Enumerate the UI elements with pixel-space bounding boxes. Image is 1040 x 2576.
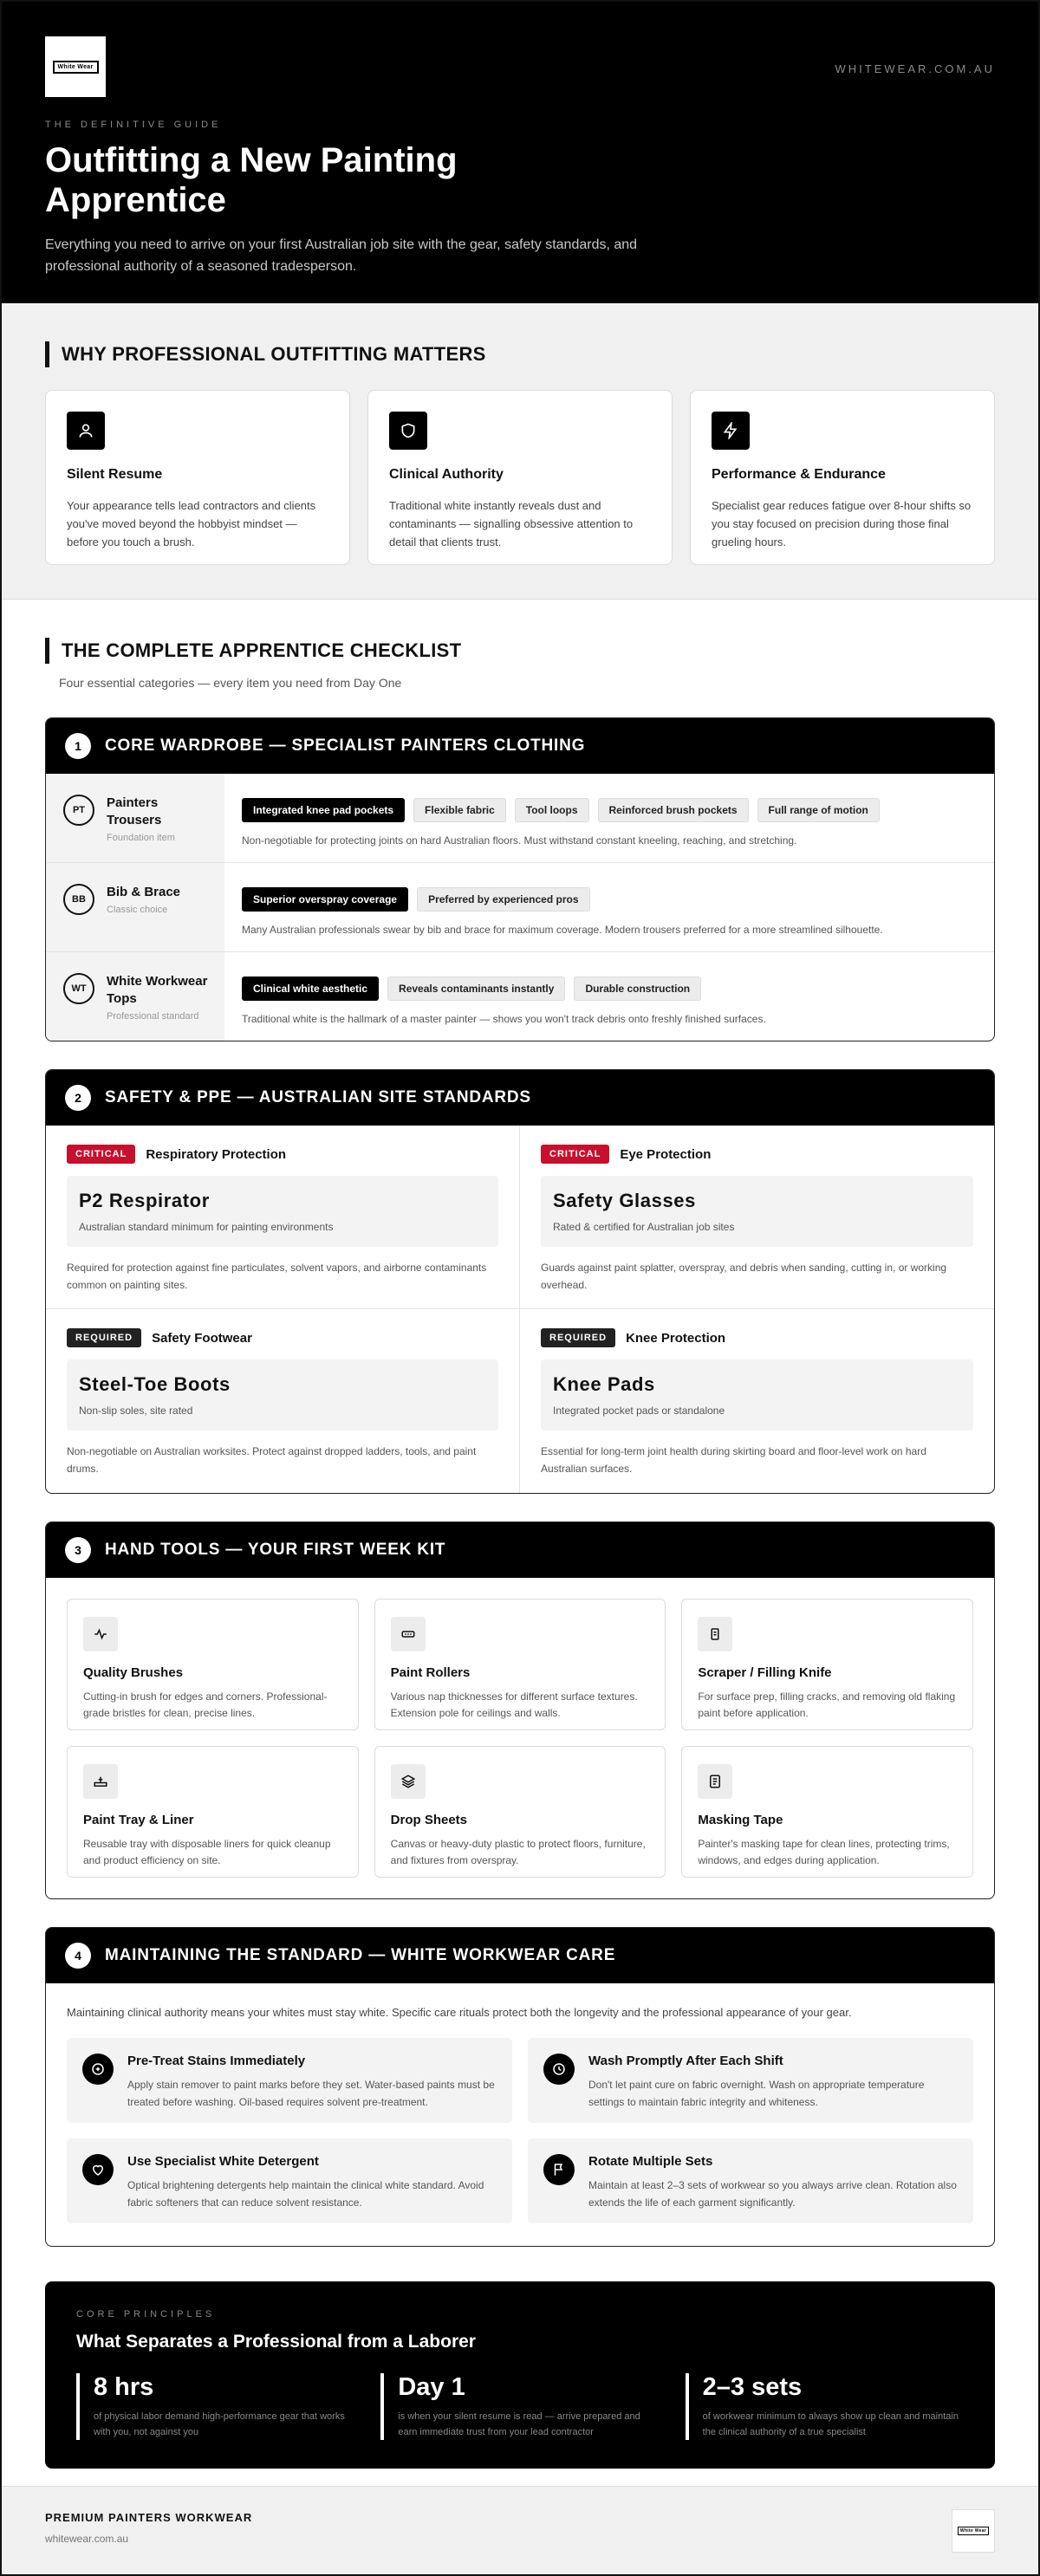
why-card-text: Your appearance tells lead contractors and clients you've moved beyond the hobbyist mindset — before you touch a brush.	[67, 499, 316, 548]
tool-card-rollers	[374, 1599, 666, 1730]
footer-logo-wordmark: White Wear	[958, 2527, 989, 2535]
tool-name: Quality Brushes	[83, 1665, 184, 1680]
item-name: White Workwear Tops	[107, 974, 208, 1006]
feature-chip: Full range of motion	[757, 798, 880, 822]
wardrobe-item-label	[46, 863, 224, 951]
safety-note: Required for protection against fine particulates, solvent vapors, and airborne contaminants common on painting sites.	[67, 1262, 487, 1291]
footer-logo[interactable]	[952, 2509, 995, 2553]
item-badge: PT	[63, 795, 94, 826]
wardrobe-row-tops	[46, 952, 994, 1041]
why-card-text: Traditional white instantly reveals dust and contaminants — signalling obsessive attention to detail that clients trust.	[389, 499, 634, 548]
item-note: Traditional white is the hallmark of a master painter — shows you won't track debris onto freshly finished surfaces.	[242, 1013, 766, 1025]
page-title: Outfitting a New Painting Apprentice	[45, 141, 458, 219]
stat-value: 2–3 sets	[702, 2373, 803, 2401]
hero-subtitle: Everything you need to arrive on your first Australian job site with the gear, safety standards, and professional authority of a seasoned tradesperson.	[45, 237, 638, 274]
stat-text: of physical labor demand high-performance gear that works with you, not against you	[94, 2411, 345, 2437]
footer-url[interactable]: whitewear.com.au	[45, 2533, 129, 2545]
checklist-title: THE COMPLETE APPRENTICE CHECKLIST	[45, 638, 995, 664]
wardrobe-item-details	[224, 863, 994, 951]
safety-note: Non-negotiable on Australian worksites. Protect against dropped ladders, tools, and paint drums.	[67, 1445, 477, 1475]
item-level: Classic choice	[107, 905, 168, 915]
safety-product-name: P2 Respirator	[79, 1190, 210, 1211]
care-intro: Maintaining clinical authority means your whites must stay white. Specific care rituals protect both the longevity and the professional appearance of your gear.	[67, 2006, 852, 2019]
care-card-pretreat	[67, 2038, 512, 2123]
roller-icon	[391, 1617, 426, 1651]
flag-icon	[543, 2154, 575, 2185]
item-name-block	[107, 795, 211, 843]
stat-text: of workwear minimum to always show up clean and maintain the clinical authority of a true specialist	[702, 2411, 959, 2437]
footer-brand: PREMIUM PAINTERS WORKWEAR	[45, 2511, 253, 2524]
wardrobe-row-trousers	[46, 774, 994, 863]
why-card-title: Clinical Authority	[389, 467, 504, 482]
stat-text: is when your silent resume is read — arrive prepared and earn immediate trust from your lead contractor	[398, 2411, 640, 2437]
tool-card-drop-sheets	[374, 1746, 666, 1878]
item-badge: WT	[63, 973, 94, 1004]
safety-product-spec: Australian standard minimum for painting environments	[79, 1221, 334, 1233]
category-header	[46, 1928, 994, 1983]
hero-header	[2, 2, 1038, 303]
why-card-performance	[690, 390, 995, 565]
care-card-wash	[528, 2038, 973, 2123]
stat-value: 8 hrs	[94, 2373, 154, 2401]
category-wardrobe	[45, 717, 995, 1041]
heart-icon	[82, 2154, 114, 2185]
tool-card-masking-tape	[681, 1746, 973, 1878]
brush-stroke-icon	[83, 1617, 118, 1651]
wardrobe-item-label	[46, 952, 224, 1041]
stat-day-one	[380, 2373, 659, 2440]
brand-logo[interactable]	[45, 36, 106, 97]
feature-chip: Tool loops	[515, 798, 589, 822]
stat-hours	[76, 2373, 354, 2440]
safety-item-head	[67, 1328, 498, 1347]
item-name: Painters Trousers	[107, 795, 162, 827]
safety-item-knee-pads	[520, 1309, 994, 1493]
tool-name: Masking Tape	[698, 1813, 783, 1827]
header-url[interactable]: WHITEWEAR.COM.AU	[835, 62, 995, 75]
tool-text: Reusable tray with disposable liners for quick cleanup and product efficiency on site.	[83, 1838, 331, 1866]
wardrobe-item-details	[224, 774, 994, 862]
tool-card-scraper	[681, 1599, 973, 1730]
feature-chip: Integrated knee pad pockets	[242, 798, 405, 822]
category-title: CORE WARDROBE — SPECIALIST PAINTERS CLOTHING	[105, 736, 586, 755]
safety-item-head	[67, 1145, 498, 1164]
category-title: HAND TOOLS — YOUR FIRST WEEK KIT	[105, 1541, 446, 1559]
stat-value: Day 1	[398, 2373, 465, 2401]
care-grid	[46, 2019, 994, 2246]
safety-product-box	[541, 1359, 973, 1431]
safety-product-name: Safety Glasses	[553, 1190, 696, 1211]
item-level: Professional standard	[107, 1011, 199, 1022]
feature-chip: Reveals contaminants instantly	[387, 977, 565, 1001]
care-text: Maintain at least 2–3 sets of workwear so you always arrive clean. Rotation also extends the life of each garment significantly.	[588, 2179, 957, 2209]
wardrobe-row-bib-brace	[46, 863, 994, 952]
tool-text: For surface prep, filling cracks, and removing old flaking paint before application.	[698, 1690, 956, 1719]
plus-circle-icon	[82, 2054, 114, 2085]
item-badge: BB	[63, 884, 94, 915]
care-body	[588, 2054, 958, 2107]
feature-chip: Clinical white aesthetic	[242, 977, 379, 1001]
wardrobe-item-label	[46, 774, 224, 862]
why-card-title: Silent Resume	[67, 467, 163, 482]
tape-icon	[698, 1764, 732, 1799]
feature-chip: Reinforced brush pockets	[598, 798, 749, 822]
safety-item-glasses	[520, 1126, 994, 1309]
feature-chips	[242, 977, 977, 1001]
layers-icon	[391, 1764, 426, 1799]
core-principles	[45, 2281, 995, 2469]
tools-grid	[46, 1578, 994, 1898]
checklist-section	[2, 600, 1038, 2469]
safety-product-spec: Non-slip soles, site rated	[79, 1405, 193, 1417]
safety-product-box	[67, 1176, 498, 1247]
tool-name: Drop Sheets	[390, 1813, 468, 1827]
safety-product-name: Steel-Toe Boots	[79, 1373, 231, 1395]
care-text: Optical brightening detergents help maintain the clinical white standard. Avoid fabric softeners that can reduce solvent resistance.	[127, 2179, 484, 2209]
safety-product-spec: Rated & certified for Australian job sites	[553, 1221, 735, 1233]
safety-note: Guards against paint splatter, overspray, and debris when sanding, cutting in, or working overhead.	[541, 1262, 947, 1291]
why-card-text: Specialist gear reduces fatigue over 8-hour shifts so you stay focused on precision during those final grueling hours.	[712, 499, 972, 548]
principles-eyebrow: CORE PRINCIPLES	[76, 2309, 216, 2320]
safety-item-head	[541, 1145, 973, 1164]
safety-grid	[46, 1126, 994, 1493]
checklist-subtitle: Four essential categories — every item you need from Day One	[59, 676, 402, 690]
safety-category: Safety Footwear	[152, 1330, 252, 1346]
category-header	[46, 1522, 994, 1578]
item-name-block	[107, 884, 180, 915]
tool-text: Canvas or heavy-duty plastic to protect floors, furniture, and fixtures from overspray.	[390, 1838, 646, 1866]
safety-category: Knee Protection	[626, 1330, 726, 1346]
why-cards	[45, 390, 995, 565]
logo-wordmark: White Wear	[53, 61, 99, 74]
care-title: Pre-Treat Stains Immediately	[127, 2054, 306, 2068]
why-card-silent-resume	[45, 390, 350, 565]
category-title: SAFETY & PPE — AUSTRALIAN SITE STANDARDS	[105, 1088, 531, 1106]
item-note: Many Australian professionals swear by bib and brace for maximum coverage. Modern trousers preferred for a more streamlined silhouette.	[242, 924, 883, 936]
category-number: 2	[65, 1085, 91, 1111]
category-tools	[45, 1522, 995, 1899]
safety-product-name: Knee Pads	[553, 1373, 655, 1395]
why-title: WHY PROFESSIONAL OUTFITTING MATTERS	[45, 341, 995, 367]
item-level: Foundation item	[107, 833, 175, 843]
category-safety	[45, 1069, 995, 1494]
category-header	[46, 718, 994, 774]
category-number: 3	[65, 1537, 91, 1563]
feature-chips	[242, 798, 977, 822]
feature-chips	[242, 887, 977, 912]
lightning-icon	[712, 412, 750, 450]
safety-item-head	[541, 1328, 973, 1347]
safety-category: Eye Protection	[620, 1146, 712, 1162]
item-name: Bib & Brace	[107, 885, 181, 899]
tool-card-tray	[67, 1746, 359, 1878]
category-number: 1	[65, 733, 91, 759]
tray-icon	[83, 1764, 118, 1799]
item-note: Non-negotiable for protecting joints on hard Australian floors. Must withstand constant kneeling, reaching, and stretching.	[242, 834, 797, 847]
clock-icon	[543, 2054, 575, 2085]
critical-tag: CRITICAL	[541, 1145, 609, 1164]
safety-item-respirator	[46, 1126, 520, 1309]
safety-product-box	[67, 1359, 498, 1431]
why-section	[2, 303, 1038, 600]
safety-category: Respiratory Protection	[146, 1146, 287, 1162]
wardrobe-item-details	[224, 952, 994, 1041]
feature-chip: Preferred by experienced pros	[417, 887, 589, 912]
feature-chip: Durable construction	[574, 977, 701, 1001]
tool-card-brushes	[67, 1599, 359, 1730]
care-title: Use Specialist White Detergent	[127, 2154, 319, 2169]
care-body	[588, 2154, 958, 2208]
care-text: Don't let paint cure on fabric overnight. Wash on appropriate temperature settings to maintain fabric integrity and whiteness.	[588, 2079, 925, 2108]
required-tag: REQUIRED	[541, 1328, 615, 1347]
stat-sets	[686, 2373, 964, 2440]
care-body	[127, 2154, 497, 2208]
safety-note: Essential for long-term joint health during skirting board and floor-level work on hard Australian surfaces.	[541, 1445, 926, 1475]
tool-name: Scraper / Filling Knife	[698, 1665, 832, 1680]
care-title: Wash Promptly After Each Shift	[588, 2054, 783, 2068]
tool-text: Painter's masking tape for clean lines, protecting trims, windows, and edges during application.	[698, 1838, 950, 1866]
principles-stats	[76, 2373, 964, 2440]
why-card-clinical-authority	[367, 390, 673, 565]
principles-title: What Separates a Professional from a Laborer	[76, 2332, 476, 2352]
item-name-block	[107, 973, 211, 1022]
why-card-title: Performance & Endurance	[712, 467, 886, 482]
shield-icon	[389, 412, 427, 450]
category-header	[46, 1070, 994, 1126]
category-number: 4	[65, 1943, 91, 1969]
user-icon	[67, 412, 105, 450]
tool-name: Paint Tray & Liner	[83, 1813, 194, 1827]
feature-chip: Superior overspray coverage	[242, 887, 408, 912]
care-body	[127, 2054, 497, 2107]
feature-chip: Flexible fabric	[413, 798, 506, 822]
care-card-detergent	[67, 2138, 512, 2223]
safety-product-spec: Integrated pocket pads or standalone	[553, 1405, 725, 1417]
scraper-icon	[698, 1617, 732, 1651]
footer	[2, 2486, 1038, 2574]
tool-text: Various nap thicknesses for different surface textures. Extension pole for ceilings and walls.	[390, 1690, 638, 1719]
category-care	[45, 1927, 995, 2247]
category-title: MAINTAINING THE STANDARD — WHITE WORKWEAR CARE	[105, 1946, 616, 1964]
hero-eyebrow: THE DEFINITIVE GUIDE	[45, 120, 222, 130]
care-card-rotate	[528, 2138, 973, 2223]
required-tag: REQUIRED	[67, 1328, 141, 1347]
care-title: Rotate Multiple Sets	[588, 2154, 713, 2169]
tool-text: Cutting-in brush for edges and corners. Professional-grade bristles for clean, precise lines.	[83, 1690, 328, 1719]
critical-tag: CRITICAL	[67, 1145, 135, 1164]
care-text: Apply stain remover to paint marks before they set. Water-based paints must be treated before washing. Oil-based requires solvent pre-treatment.	[127, 2079, 495, 2108]
safety-item-boots	[46, 1309, 520, 1493]
tool-name: Paint Rollers	[390, 1665, 471, 1680]
safety-product-box	[541, 1176, 973, 1247]
